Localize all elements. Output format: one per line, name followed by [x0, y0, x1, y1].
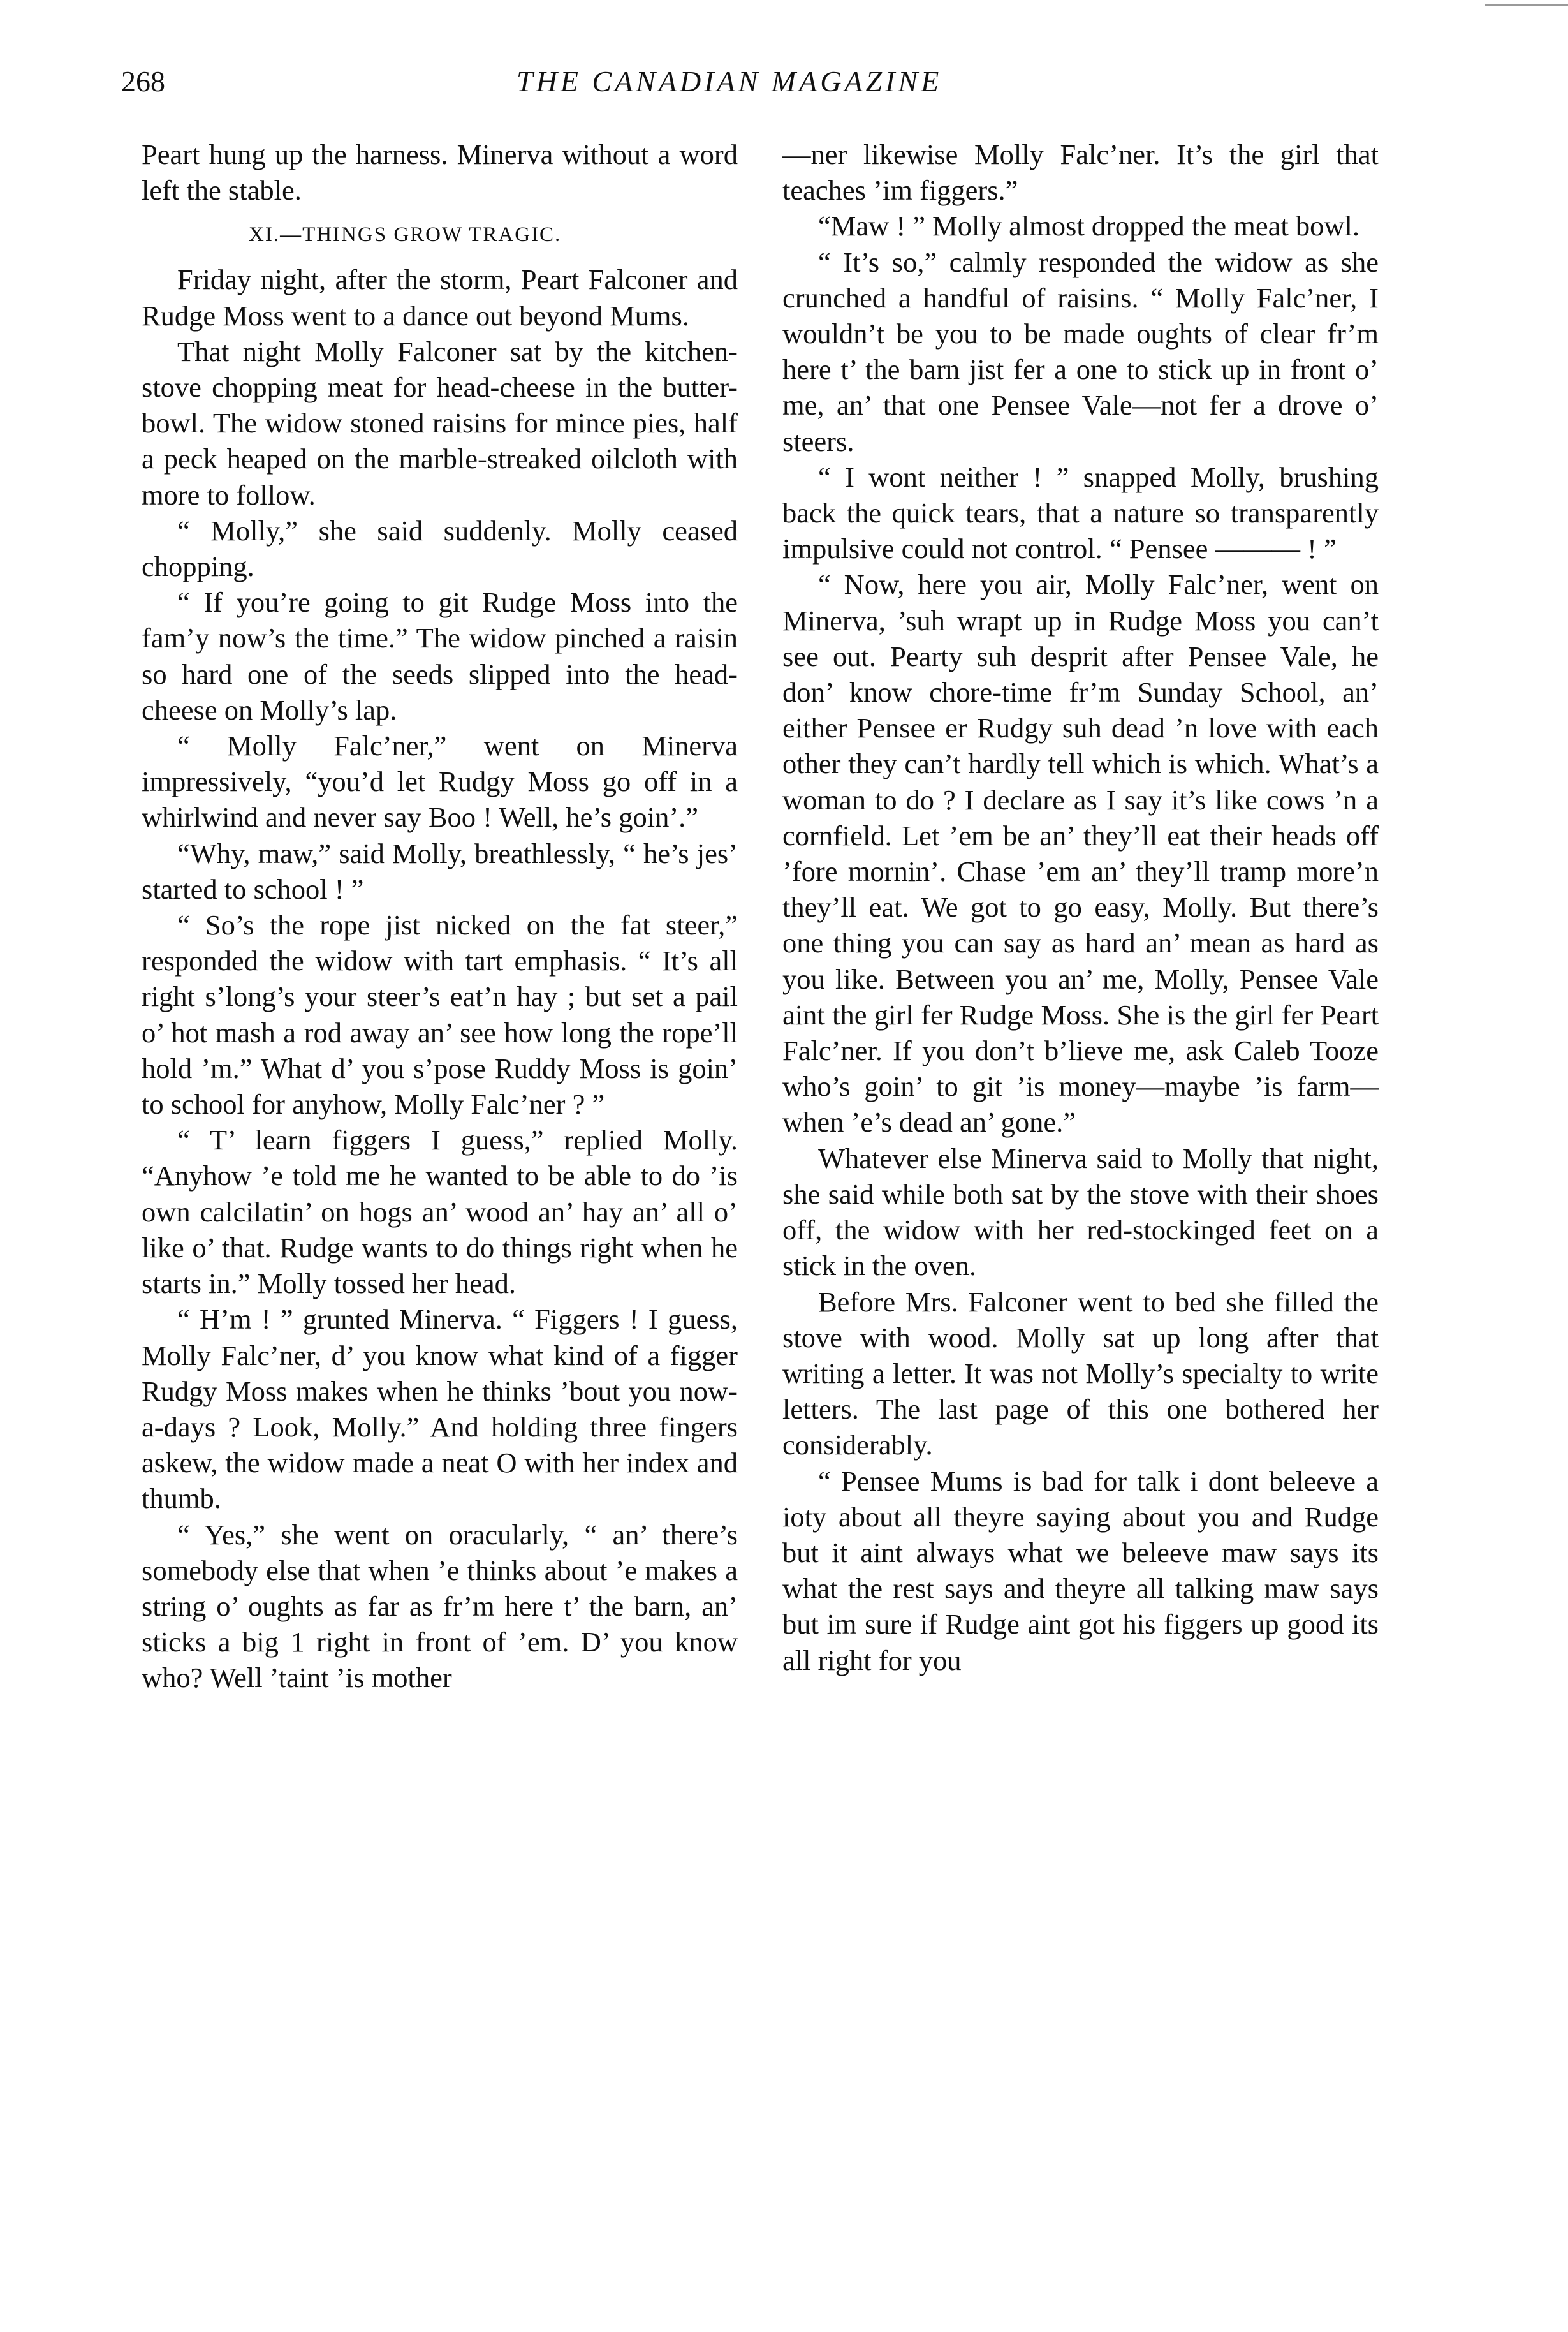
paragraph: “ Molly Falc’ner,” went on Minerva impressively, “you’d let Rudgy Moss go off in a whirlwind and never say Boo ! Well, he’s goin’.” [142, 730, 738, 834]
paragraph: “ It’s so,” calmly responded the widow as she crunched a handful of raisins. “ Molly Falc’ner, I wouldn’t be you to be made oughts of clear fr’m here t’ the barn jist fer a one to stick up in front o’ me, an’ that one Pensee Vale—not fer a drove o’ steers. [782, 246, 1379, 457]
paragraph: “Why, maw,” said Molly, breathlessly, “ he’s jes’ started to school ! ” [142, 837, 738, 905]
paragraph: That night Molly Falconer sat by the kitchen-stove chopping meat for head-cheese in the butter-bowl. The widow stoned raisins for mince pies, half a peck heaped on the marble-streaked oilcloth with more to follow. [142, 335, 738, 511]
paragraph: “Maw ! ” Molly almost dropped the meat bowl. [818, 210, 1360, 242]
paragraph: “ Yes,” she went on oracularly, “ an’ there’s somebody else that when ’e thinks about ’e makes a string o’ oughts as far as fr’m here t’ the barn, an’ sticks a big 1 right in front of ’em. D’ you know who? Well ’taint ’is mother [142, 1518, 738, 1694]
paragraph: Peart hung up the harness. Minerva without a word left the stable. [142, 138, 738, 207]
paragraph: “ Molly,” she said suddenly. Molly ceased chopping. [142, 514, 738, 583]
paragraph: “ H’m ! ” grunted Minerva. “ Figgers ! I guess, Molly Falc’ner, d’ you know what kind of a figger Rudgy Moss makes when he thinks ’bout you now-a-days ? Look, Molly.” And holding three fingers askew, the widow made a neat O with her index and thumb. [142, 1303, 738, 1515]
paragraph: Friday night, after the storm, Peart Falconer and Rudge Moss went to a dance out beyond Mums. [142, 263, 738, 332]
paragraph: “ T’ learn figgers I guess,” replied Molly. “Anyhow ’e told me he wanted to be able to do ’is own calcilatin’ on hogs an’ wood an’ hay an’ all o’ like o’ that. Rudge wants to do things right when he starts in.” Molly tossed her head. [142, 1124, 738, 1300]
paragraph: “ Now, here you air, Molly Falc’ner, went on Minerva, ’suh wrapt up in Rudge Moss you can’t see out. Pearty suh desprit after Pensee Vale, he don’ know chore-time fr’m Sunday School, an’ either Pensee er Rudgy suh dead ’n love with each other they can’t hardly tell which is which. What’s a woman to do ? I declare as I say it’s like cows ’n a cornfield. Let ’em be an’ they’ll eat their heads off ’fore mornin’. Chase ’em an’ they’ll tramp more’n they’ll eat. We got to go easy, Molly. But there’s one thing you can say as hard an’ mean as hard as you like. Between you an’ me, Molly, Pensee Vale aint the girl fer Rudge Moss. She is the girl fer Peart Falc’ner. If you don’t b’lieve me, ask Caleb Tooze who’s goin’ to git ’is money—maybe ’is farm—when ’e’s dead an’ gone.” [782, 568, 1379, 1139]
top-edge-rule [1485, 4, 1568, 6]
left-column [142, 137, 738, 1696]
paragraph: “ So’s the rope jist nicked on the fat steer,” responded the widow with tart emphasis. “ It’s all right s’long’s your steer’s eat’n hay ; but set a pail o’ hot mash a rod away an’ see how long the rope’ll hold ’m.” What d’ you s’pose Ruddy Moss is goin’ to school for anyhow, Molly Falc’ner ? ” [142, 909, 738, 1121]
paragraph: —ner likewise Molly Falc’ner. It’s the girl that teaches ’im figgers.” [782, 138, 1379, 207]
paragraph: “ Pensee Mums is bad for talk i dont beleeve a ioty about all theyre saying about you and Rudge but it aint always what we beleeve maw says its what the rest says and theyre all talking maw says but im sure if Rudge aint got his figgers up good its all right for you [782, 1465, 1379, 1676]
page-number: 268 [121, 65, 165, 98]
running-title: THE CANADIAN MAGAZINE [517, 65, 942, 98]
section-heading: XI.—THINGS GROW TRAGIC. [249, 223, 562, 247]
paragraph: “ If you’re going to git Rudge Moss into the fam’y now’s the time.” The widow pinched a raisin so hard one of the seeds slipped into the head-cheese on Molly’s lap. [142, 586, 738, 726]
paragraph: Whatever else Minerva said to Molly that night, she said while both sat by the stove with their shoes off, the widow with her red-stockinged feet on a stick in the oven. [782, 1142, 1379, 1282]
paragraph: Before Mrs. Falconer went to bed she filled the stove with wood. Molly sat up long after that writing a letter. It was not Molly’s specialty to write letters. The last page of this one bothered her considerably. [782, 1285, 1379, 1461]
right-column [782, 137, 1379, 1678]
paragraph: “ I wont neither ! ” snapped Molly, brushing back the quick tears, that a nature so transparently impulsive could not control. “ Pensee ——— ! ” [782, 461, 1379, 565]
